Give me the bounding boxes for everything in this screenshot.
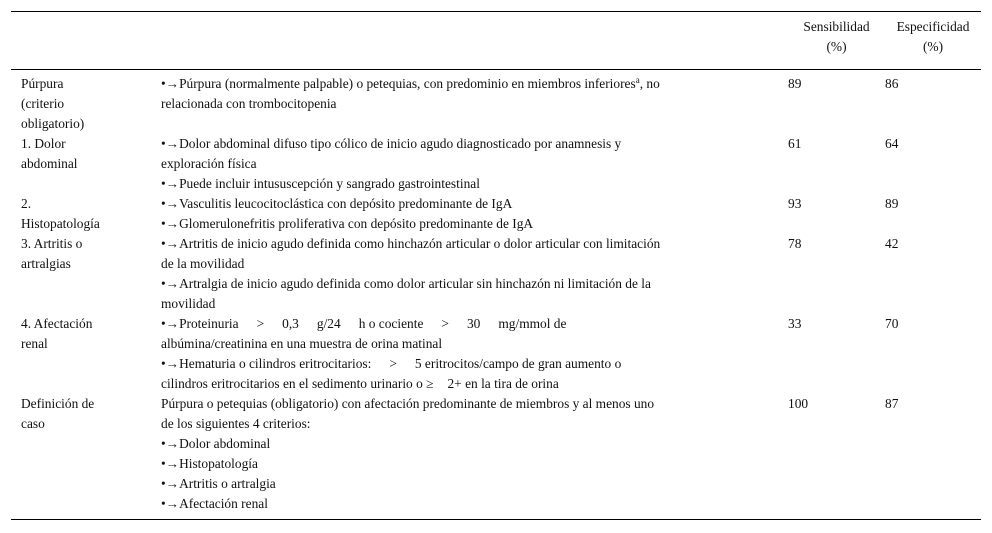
description-line	[161, 74, 788, 94]
description-line: •→Puede incluir intususcepción y sangrado gastrointestinal	[161, 176, 480, 191]
specificity-value: 70	[885, 316, 899, 331]
specificity-value: 64	[885, 136, 899, 151]
criterion-line: caso	[21, 416, 45, 431]
sensitivity-value: 78	[788, 236, 802, 251]
criterion-cell	[11, 234, 161, 314]
criterion-line: 2.	[21, 196, 32, 211]
description-line: •→Artralgia de inicio agudo definida como dolor articular sin hinchazón ni limitación de la	[161, 276, 651, 291]
sensitivity-value: 61	[788, 136, 802, 151]
description-text: •→Púrpura (normalmente palpable) o petequias, con predominio en miembros inferiores	[161, 76, 636, 91]
description-line: •→Afectación renal	[161, 496, 268, 511]
criterion-line: Histopatología	[21, 216, 100, 231]
header-specificity-unit: (%)	[922, 39, 944, 54]
sensitivity-value: 100	[788, 396, 809, 411]
description-line: relacionada con trombocitopenia	[161, 96, 337, 111]
criterion-line: Púrpura	[21, 76, 64, 91]
sensitivity-value: 33	[788, 316, 802, 331]
specificity-value: 87	[885, 396, 899, 411]
description-text: 30	[466, 316, 481, 331]
description-line: •→Histopatología	[161, 456, 258, 471]
description-text: mg/mmol de	[498, 316, 567, 331]
description-line: •→Dolor abdominal difuso tipo cólico de inicio agudo diagnosticado por anamnesis y	[161, 136, 622, 151]
criterion-line: renal	[21, 336, 48, 351]
description-line: de los siguientes 4 criterios:	[161, 416, 311, 431]
description-text: h o cociente	[358, 316, 424, 331]
header-description	[161, 12, 788, 70]
specificity-value: 86	[885, 76, 899, 91]
criterion-line: 4. Afectación	[21, 316, 93, 331]
description-text: 2+ en la tira de orina	[447, 376, 559, 391]
description-cell	[161, 194, 788, 234]
criterion-line: obligatorio)	[21, 116, 85, 131]
description-text: •→Proteinuria	[161, 316, 239, 331]
description-line: •→Glomerulonefritis proliferativa con depósito predominante de IgA	[161, 216, 534, 231]
criterion-cell	[11, 134, 161, 194]
criterion-cell	[11, 70, 161, 135]
description-line: •→Artritis o artralgia	[161, 476, 276, 491]
header-sensitivity-unit: (%)	[826, 39, 847, 54]
description-text: 5 eritrocitos/campo de gran aumento o	[414, 356, 622, 371]
description-cell	[161, 394, 788, 520]
header-specificity-label: Especificidad	[896, 19, 970, 34]
header-criterion	[11, 12, 161, 70]
criterion-cell	[11, 314, 161, 394]
criterion-line: 1. Dolor	[21, 136, 66, 151]
criterion-cell	[11, 394, 161, 520]
table-row	[11, 234, 981, 314]
description-line: •→Artritis de inicio agudo definida como hinchazón articular o dolor articular con limitación	[161, 236, 661, 251]
table-row	[11, 70, 981, 135]
criterion-line: (criterio	[21, 96, 65, 111]
description-cell	[161, 134, 788, 194]
description-text: 0,3	[282, 316, 299, 331]
table-row	[11, 394, 981, 520]
table-row	[11, 134, 981, 194]
sensitivity-value: 93	[788, 196, 802, 211]
description-text: >	[441, 316, 449, 331]
description-line: exploración física	[161, 156, 257, 171]
description-text: , no	[639, 76, 660, 91]
table-row	[11, 314, 981, 394]
criterion-line: artralgias	[21, 256, 71, 271]
specificity-value: 42	[885, 236, 899, 251]
criterion-line: 3. Artritis o	[21, 236, 83, 251]
description-line: de la movilidad	[161, 256, 245, 271]
header-sensitivity-label: Sensibilidad	[803, 19, 870, 34]
description-line: movilidad	[161, 296, 216, 311]
header-specificity	[885, 12, 981, 70]
description-line: Púrpura o petequias (obligatorio) con afectación predominante de miembros y al menos uno	[161, 396, 655, 411]
description-line	[161, 374, 788, 394]
criteria-table-container	[11, 11, 981, 520]
criterion-cell	[11, 194, 161, 234]
description-cell	[161, 70, 788, 135]
header-row	[11, 12, 981, 70]
criteria-table	[11, 11, 981, 520]
description-text: g/24	[316, 316, 341, 331]
description-text: •→Hematuria o cilindros eritrocitarios:	[161, 356, 372, 371]
criterion-line: Definición de	[21, 396, 95, 411]
table-row	[11, 194, 981, 234]
description-cell	[161, 314, 788, 394]
description-cell	[161, 234, 788, 314]
sensitivity-value: 89	[788, 76, 802, 91]
description-line: •→Vasculitis leucocitoclástica con depósito predominante de IgA	[161, 196, 513, 211]
description-line: •→Dolor abdominal	[161, 436, 271, 451]
description-line	[161, 314, 788, 334]
description-text: cilindros eritrocitarios en el sedimento urinario o ≥	[161, 376, 434, 391]
description-text: >	[256, 316, 265, 331]
description-line: albúmina/creatinina en una muestra de orina matinal	[161, 336, 443, 351]
header-sensitivity	[788, 12, 885, 70]
criterion-line: abdominal	[21, 156, 78, 171]
description-text: >	[389, 356, 397, 371]
footnote-marker: a	[635, 75, 640, 85]
description-line	[161, 354, 788, 374]
specificity-value: 89	[885, 196, 899, 211]
